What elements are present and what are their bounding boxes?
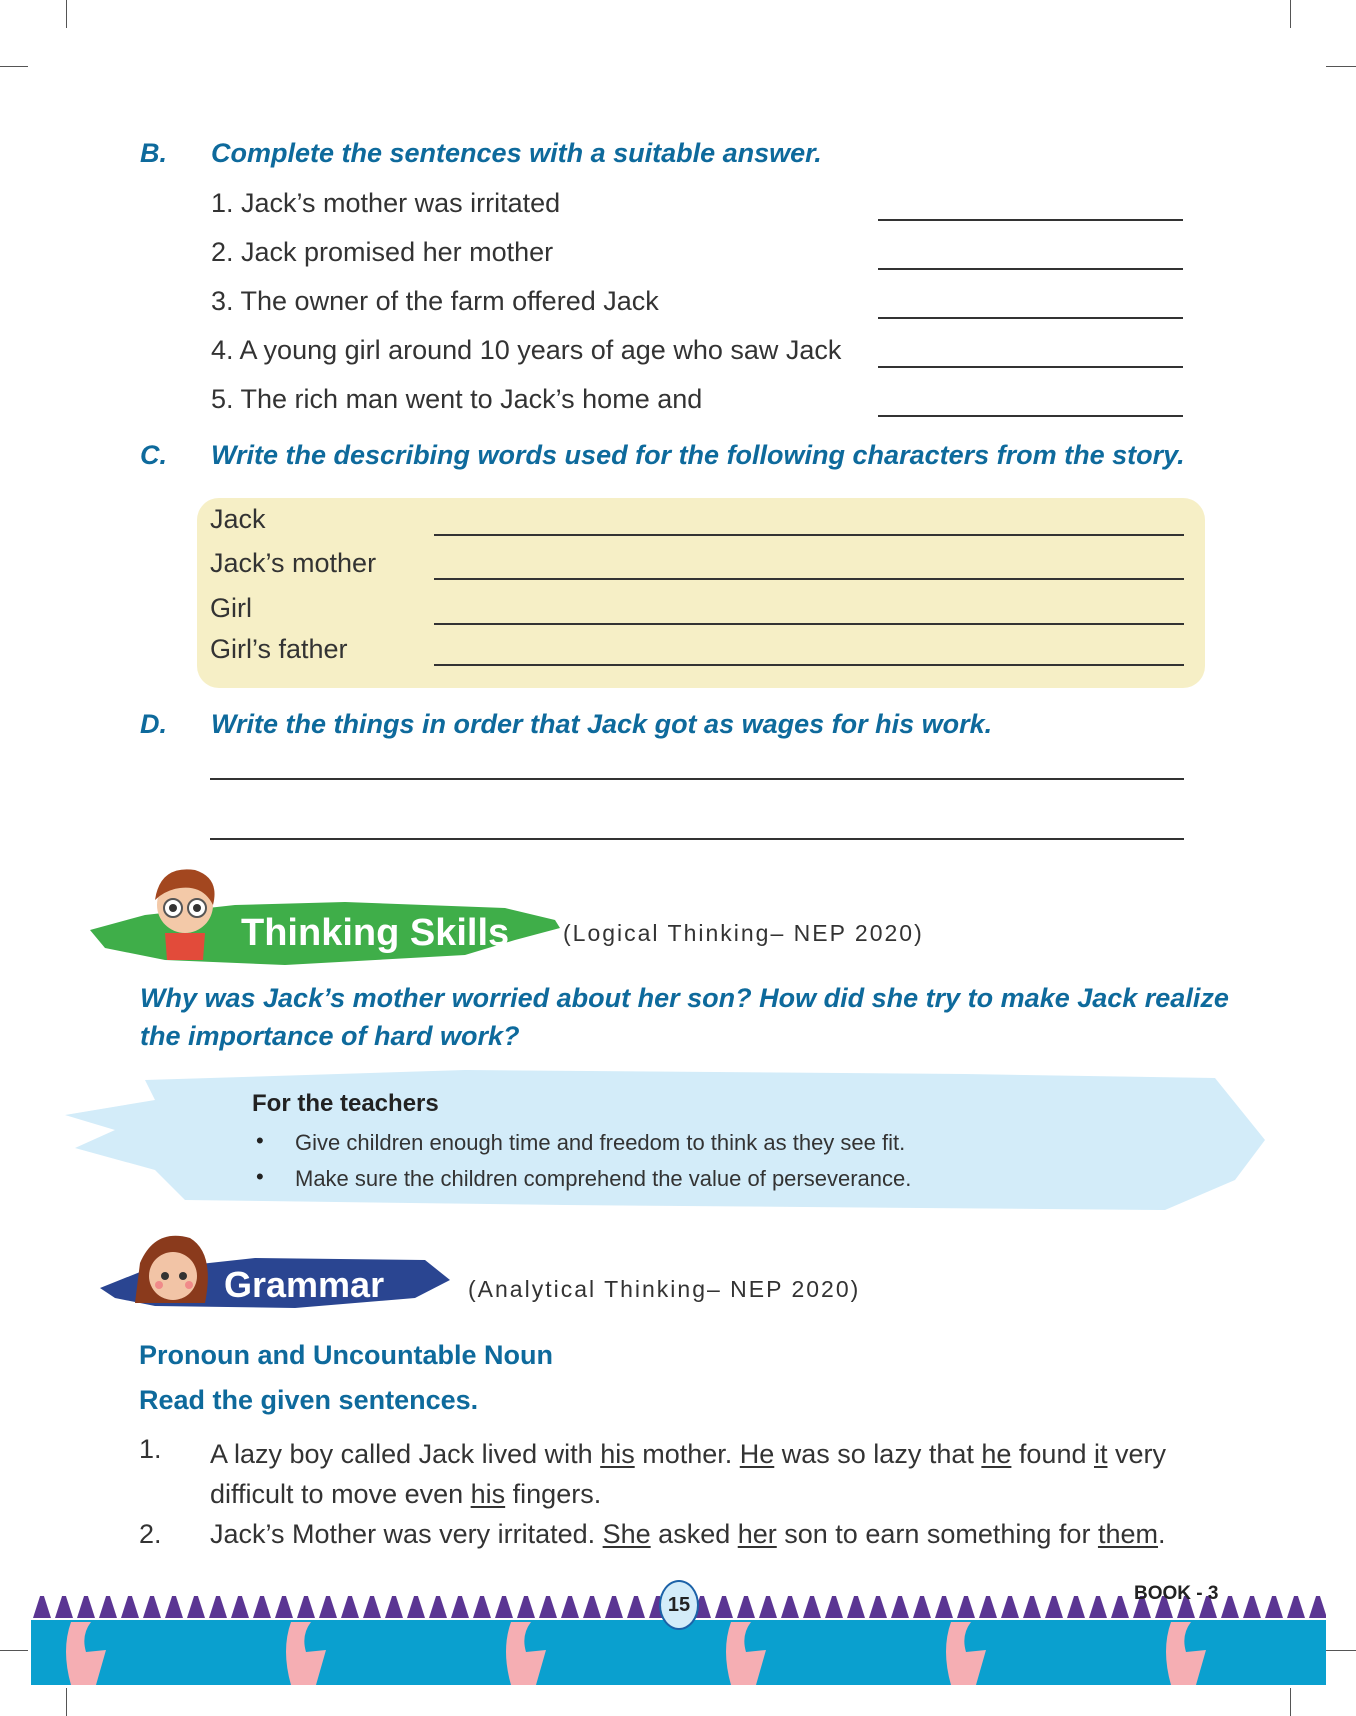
character-label: Jack [210, 504, 266, 534]
thinking-question: Why was Jack’s mother worried about her son? How did she try to make Jack realize [140, 983, 1229, 1013]
character-label: Girl [210, 593, 252, 623]
thinking-skills-tag: (Logical Thinking– NEP 2020) [563, 920, 924, 946]
section-c-letter: C. [140, 440, 167, 470]
bullet-icon: • [256, 1164, 264, 1189]
answer-line[interactable] [878, 268, 1183, 270]
crop-mark [0, 1650, 28, 1651]
grammar-sentence-2: Jack’s Mother was very irritated. She asked her son to earn something for them. [210, 1519, 1166, 1549]
grammar-subtitle: Pronoun and Uncountable Noun [139, 1340, 553, 1370]
grammar-title: Grammar [224, 1264, 385, 1305]
answer-line[interactable] [210, 838, 1184, 840]
crop-mark [66, 0, 67, 28]
answer-line[interactable] [434, 578, 1184, 580]
book-label: BOOK - 3 [1134, 1583, 1219, 1604]
sentence-item: 3. The owner of the farm offered Jack [211, 286, 659, 316]
grammar-tag: (Analytical Thinking– NEP 2020) [468, 1276, 861, 1302]
section-d-letter: D. [140, 709, 167, 739]
crop-mark [0, 66, 28, 67]
character-label: Jack’s mother [210, 548, 377, 578]
characters-box [197, 498, 1205, 688]
sentence-number: 1. [139, 1434, 162, 1464]
crop-mark [1326, 66, 1356, 67]
answer-line[interactable] [878, 366, 1183, 368]
section-b-letter: B. [140, 138, 167, 168]
bullet-icon: • [256, 1128, 264, 1153]
thinking-skills-title: Thinking Skills [241, 912, 510, 954]
teachers-bullet: Give children enough time and freedom to think as they see fit. [295, 1130, 906, 1155]
page-number: 15 [659, 1580, 699, 1630]
section-c-title: Write the describing words used for the following characters from the story. [211, 440, 1185, 470]
teachers-bullet: Make sure the children comprehend the value of perseverance. [295, 1166, 912, 1191]
crop-mark [1290, 0, 1291, 28]
crop-mark [1326, 1650, 1356, 1651]
teachers-title: For the teachers [252, 1090, 439, 1117]
answer-line[interactable] [434, 534, 1184, 536]
grammar-instruction: Read the given sentences. [139, 1385, 479, 1415]
thinking-question: the importance of hard work? [140, 1021, 520, 1051]
girl-character-icon [135, 1236, 208, 1303]
sentence-number: 2. [139, 1519, 162, 1549]
sentence-item: 4. A young girl around 10 years of age who saw Jack [211, 335, 842, 365]
section-d-title: Write the things in order that Jack got as wages for his work. [211, 709, 993, 739]
answer-line[interactable] [210, 778, 1184, 780]
answer-line[interactable] [878, 219, 1183, 221]
section-b-title: Complete the sentences with a suitable answer. [211, 138, 822, 168]
crop-mark [1290, 1688, 1291, 1716]
sentence-item: 1. Jack’s mother was irritated [211, 188, 561, 218]
answer-line[interactable] [434, 664, 1184, 666]
grammar-sentence-1: A lazy boy called Jack lived with his mother. He was so lazy that he found it very difficult to move even his fingers. [210, 1439, 1166, 1509]
crop-mark [66, 1688, 67, 1716]
sentence-item: 2. Jack promised her mother [211, 237, 554, 267]
answer-line[interactable] [878, 317, 1183, 319]
sentence-item: 5. The rich man went to Jack’s home and [211, 384, 703, 414]
character-label: Girl’s father [210, 634, 348, 664]
answer-line[interactable] [878, 415, 1183, 417]
answer-line[interactable] [434, 623, 1184, 625]
